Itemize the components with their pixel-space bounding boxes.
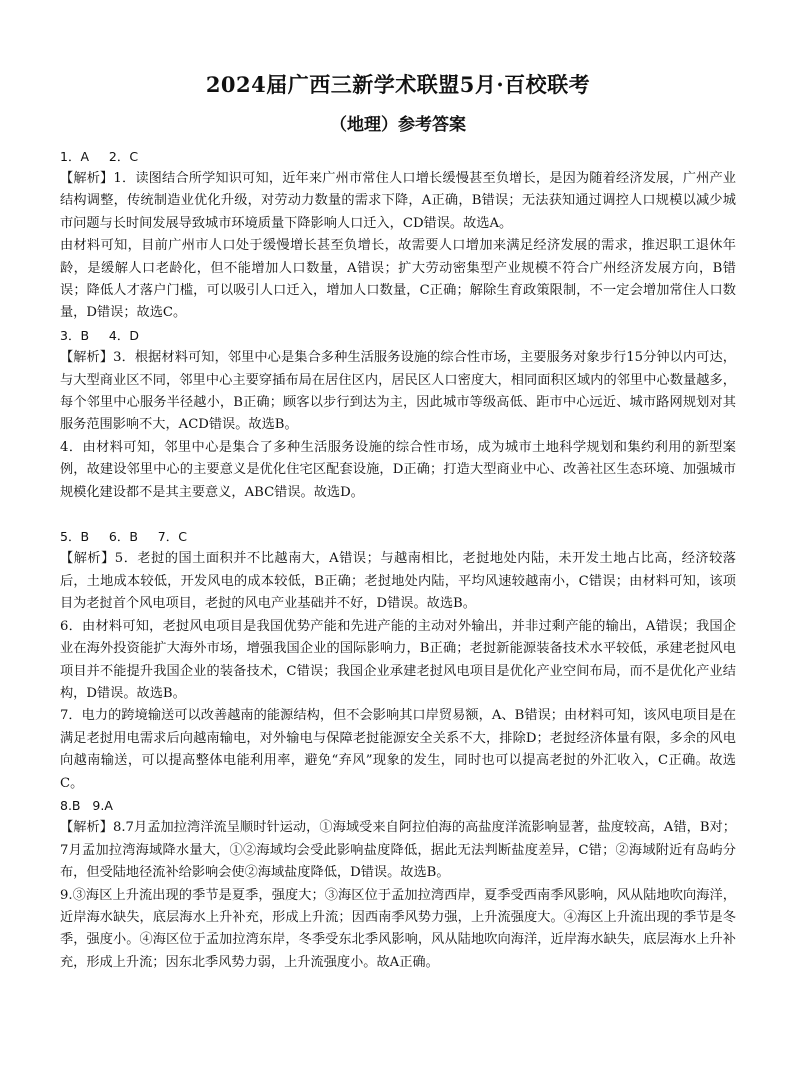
explanation-paragraph: 4．由材料可知，邻里中心是集合了多种生活服务设施的综合性市场，成为城市土地科学规划和集约利用的新型案例，故建设邻里中心的主要意义是优化住宅区配套设施，D正确；打造大型商业中心、改善社区生态环境、加强城市规模化建设都不是其主要意义，ABC错误。故选D。 (60, 439, 736, 500)
section-spacer (60, 504, 736, 526)
explanation-paragraph: 6．由材料可知，老挝风电项目是我国优势产能和先进产能的主动对外输出，并非过剩产能的输出，A错误；我国企业在海外投资能扩大海外市场，增强我国企业的国际影响力，B正确；老挝新能源装备技术水平较低，承建老挝风电项目并不能提升我国企业的装备技术，C错误；我国企业承建老挝风电项目是优化产业空间布局，而不是优化产业结构，D错误。故选B。 (60, 618, 736, 701)
explanation-paragraph: 9.③海区上升流出现的季节是夏季，强度大；③海区位于孟加拉湾西岸，夏季受西南季风影响，风从陆地吹向海洋，近岸海水缺失，底层海水上升补充，形成上升流；因西南季风势力强，上升流强度大。④海区上升流出现的季节是冬季，强度小。④海区位于孟加拉湾东岸，冬季受东北季风影响，风从陆地吹向海洋，近岸海水缺失，底层海水上升补充，形成上升流；因东北季风势力弱，上升流强度小。故A正确。 (60, 887, 736, 970)
explanation-paragraph: 7．电力的跨境输送可以改善越南的能源结构，但不会影响其口岸贸易额，A、B错误；由材料可知，该风电项目是在满足老挝用电需求后向越南输电，对外输电与保障老挝能源安全关系不大，排除D；老挝经济体量有限，多余的风电向越南输送，可以提高整体电能利用率，避免“弃风”现象的发生，同时也可以提高老挝的外汇收入，C正确。故选C。 (60, 708, 736, 791)
document-body (60, 146, 736, 975)
explanation-paragraph: 【解析】3．根据材料可知，邻里中心是集合多种生活服务设施的综合性市场，主要服务对象步行15分钟以内可达，与大型商业区不同，邻里中心主要穿插布局在居住区内，居民区人口密度大，相同面积区域内的邻里中心数量越多，每个邻里中心服务半径越小，B正确；顾客以步行到达为主，因此城市等级高低、距市中心远近、城市路网规划对其服务范围影响不大，ACD错误。故选B。 (60, 350, 736, 433)
explanation-paragraph: 【解析】8.7月孟加拉湾洋流呈顺时针运动，①海域受来自阿拉伯海的高盐度洋流影响显著，盐度较高，A错，B对；7月孟加拉湾海域降水量大，①②海域均会受此影响盐度降低，据此无法判断盐度差异，C错；②海域附近有岛屿分布，但受陆地径流补给影响会使②海域盐度降低，D错误。故选B。 (60, 820, 736, 881)
answer-line-1-2: 1．A 2．C (60, 148, 139, 164)
answer-line-5-7: 5．B 6．B 7．C (60, 529, 187, 545)
document-subtitle: （地理）参考答案 (330, 115, 466, 136)
explanation-paragraph: 【解析】5．老挝的国土面积并不比越南大，A错误；与越南相比，老挝地处内陆，未开发土地占比高，经济较落后，土地成本较低，开发风电的成本较低，B正确；老挝地处内陆，平均风速较越南小，C错误；由材料可知，该项目为老挝首个风电项目，老挝的风电产业基础并不好，D错误。故选B。 (60, 551, 736, 612)
explanation-paragraph: 由材料可知，目前广州市人口处于缓慢增长甚至负增长，故需要人口增加来满足经济发展的需求，推迟职工退休年龄，是缓解人口老龄化，但不能增加人口数量，A错误；扩大劳动密集型产业规模不符合广州经济发展方向，B错误；降低人才落户门槛，可以吸引人口迁入，增加人口数量，C正确；解除生育政策限制，不一定会增加常住人口数量，D错误；故选C。 (60, 238, 736, 321)
document-title: 2024届广西三新学术联盟5月·百校联考 (205, 72, 591, 97)
explanation-paragraph: 【解析】1．读图结合所学知识可知，近年来广州市常住人口增长缓慢甚至负增长，是因为随着经济发展，广州产业结构调整，传统制造业优化升级，对劳动力数量的需求下降，A正确，B错误；无法获知通过调控人口规模以减少城市问题与长时间发展导致城市环境质量下降影响人口迁入，CD错误。故选A。 (60, 170, 736, 231)
answer-line-8-9: 8.B 9.A (60, 797, 113, 813)
answer-line-3-4: 3．B 4．D (60, 327, 139, 343)
